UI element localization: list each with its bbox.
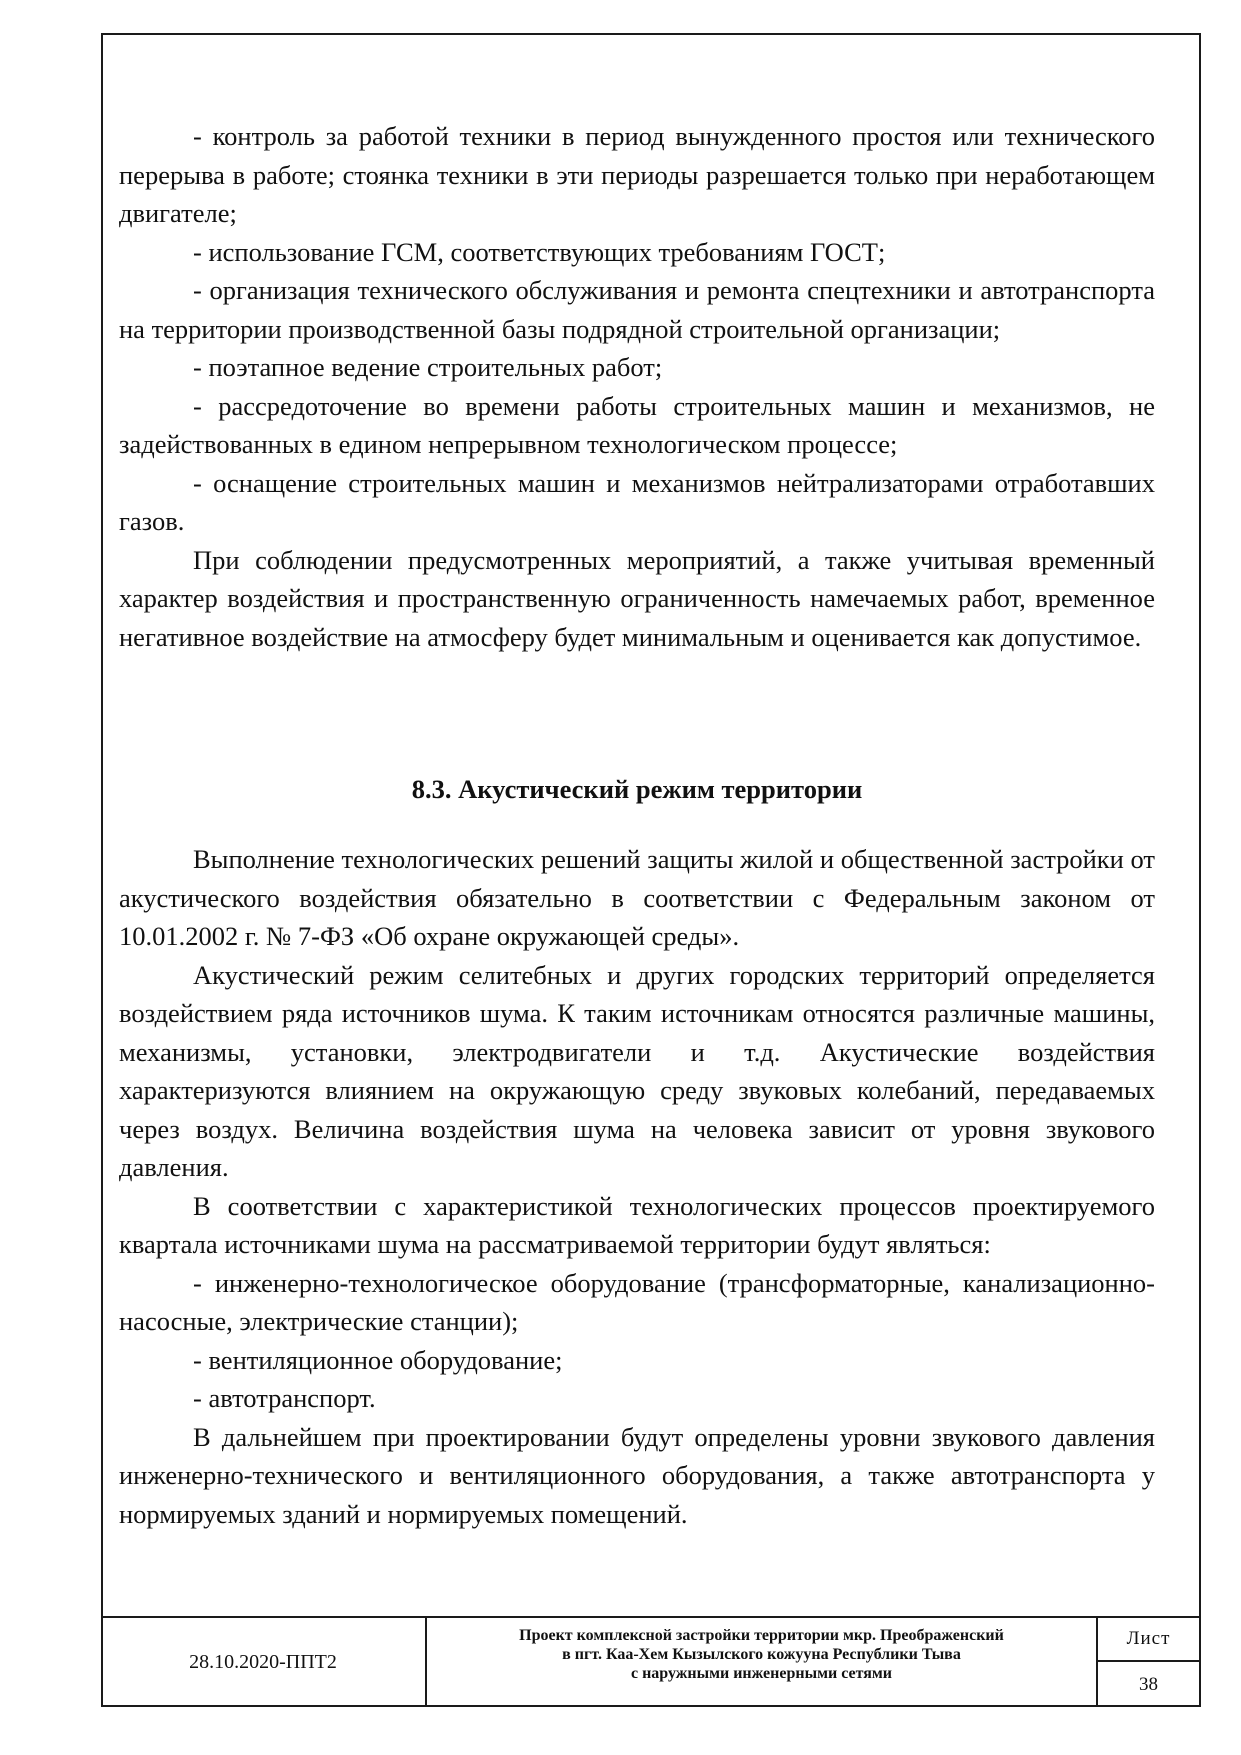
section-heading: 8.3. Акустический режим территории: [411, 774, 863, 804]
paragraph: При соблюдении предусмотренных мероприятий, а также учитывая временный характер воздействия и пространственную ограниченность намечаемых работ, временное негативное воздействие на атмосферу будет минимальным и оценивается как допустимое.: [119, 544, 1155, 652]
sheet-label: Лист: [1098, 1618, 1199, 1662]
title-block: [101, 1616, 1201, 1707]
list-item: - автотранспорт.: [193, 1383, 376, 1413]
list-item: - использование ГСМ, соответствующих требованиям ГОСТ;: [193, 236, 886, 267]
sheet-number: 38: [1139, 1673, 1158, 1695]
list-item: - организация технического обслуживания и ремонта спецтехники и автотранспорта на территории производственной базы подрядной строительной организации;: [119, 275, 1155, 344]
paragraph: Акустический режим селитебных и других городских территорий определяется воздействием ряда источников шума. К таким источникам относятся различные машины, механизмы, установки, электродвигатели и т.д. Акустические воздействия характеризуются влиянием на окружающую среду звуковых колебаний, передаваемых через воздух. Величина воздействия шума на человека зависит от уровня звукового давления.: [119, 959, 1155, 1182]
list-item: - вентиляционное оборудование;: [193, 1344, 563, 1375]
project-title-line: Проект комплексной застройки территории мкр. Преображенский: [519, 1627, 1004, 1644]
body-text-section-2: [119, 840, 1155, 1533]
document-code: 28.10.2020-ППТ2: [101, 1618, 427, 1707]
paragraph: В соответствии с характеристикой технологических процессов проектируемого квартала источниками шума на рассматриваемой территории будут являться:: [119, 1190, 1155, 1259]
list-item: - поэтапное ведение строительных работ;: [193, 352, 663, 382]
project-title-line: в пгт. Каа-Хем Кызылского кожууна Республики Тыва: [562, 1646, 961, 1663]
body-text-section-1: [119, 117, 1155, 656]
paragraph: Выполнение технологических решений защиты жилой и общественной застройки от акустического воздействия обязательно в соответствии с Федеральным законом от 10.01.2002 г. № 7-ФЗ «Об охране окружающей среды».: [119, 844, 1155, 951]
list-item: - рассредоточение во времени работы строительных машин и механизмов, не задействованных в едином непрерывном технологическом процессе;: [119, 390, 1155, 459]
list-item: - оснащение строительных машин и механизмов нейтрализаторами отработавших газов.: [119, 467, 1155, 536]
list-item: - инженерно-технологическое оборудование (трансформаторные, канализационно-насосные, электрические станции);: [119, 1267, 1155, 1336]
project-title: [427, 1618, 1098, 1707]
paragraph: В дальнейшем при проектировании будут определены уровни звукового давления инженерно-технического и вентиляционного оборудования, а также автотранспорта у нормируемых зданий и нормируемых помещений.: [119, 1421, 1155, 1529]
list-item: - контроль за работой техники в период вынужденного простоя или технического перерыва в работе; стоянка техники в эти периоды разрешается только при неработающем двигателе;: [119, 121, 1155, 228]
project-title-line: с наружными инженерными сетями: [630, 1665, 893, 1682]
